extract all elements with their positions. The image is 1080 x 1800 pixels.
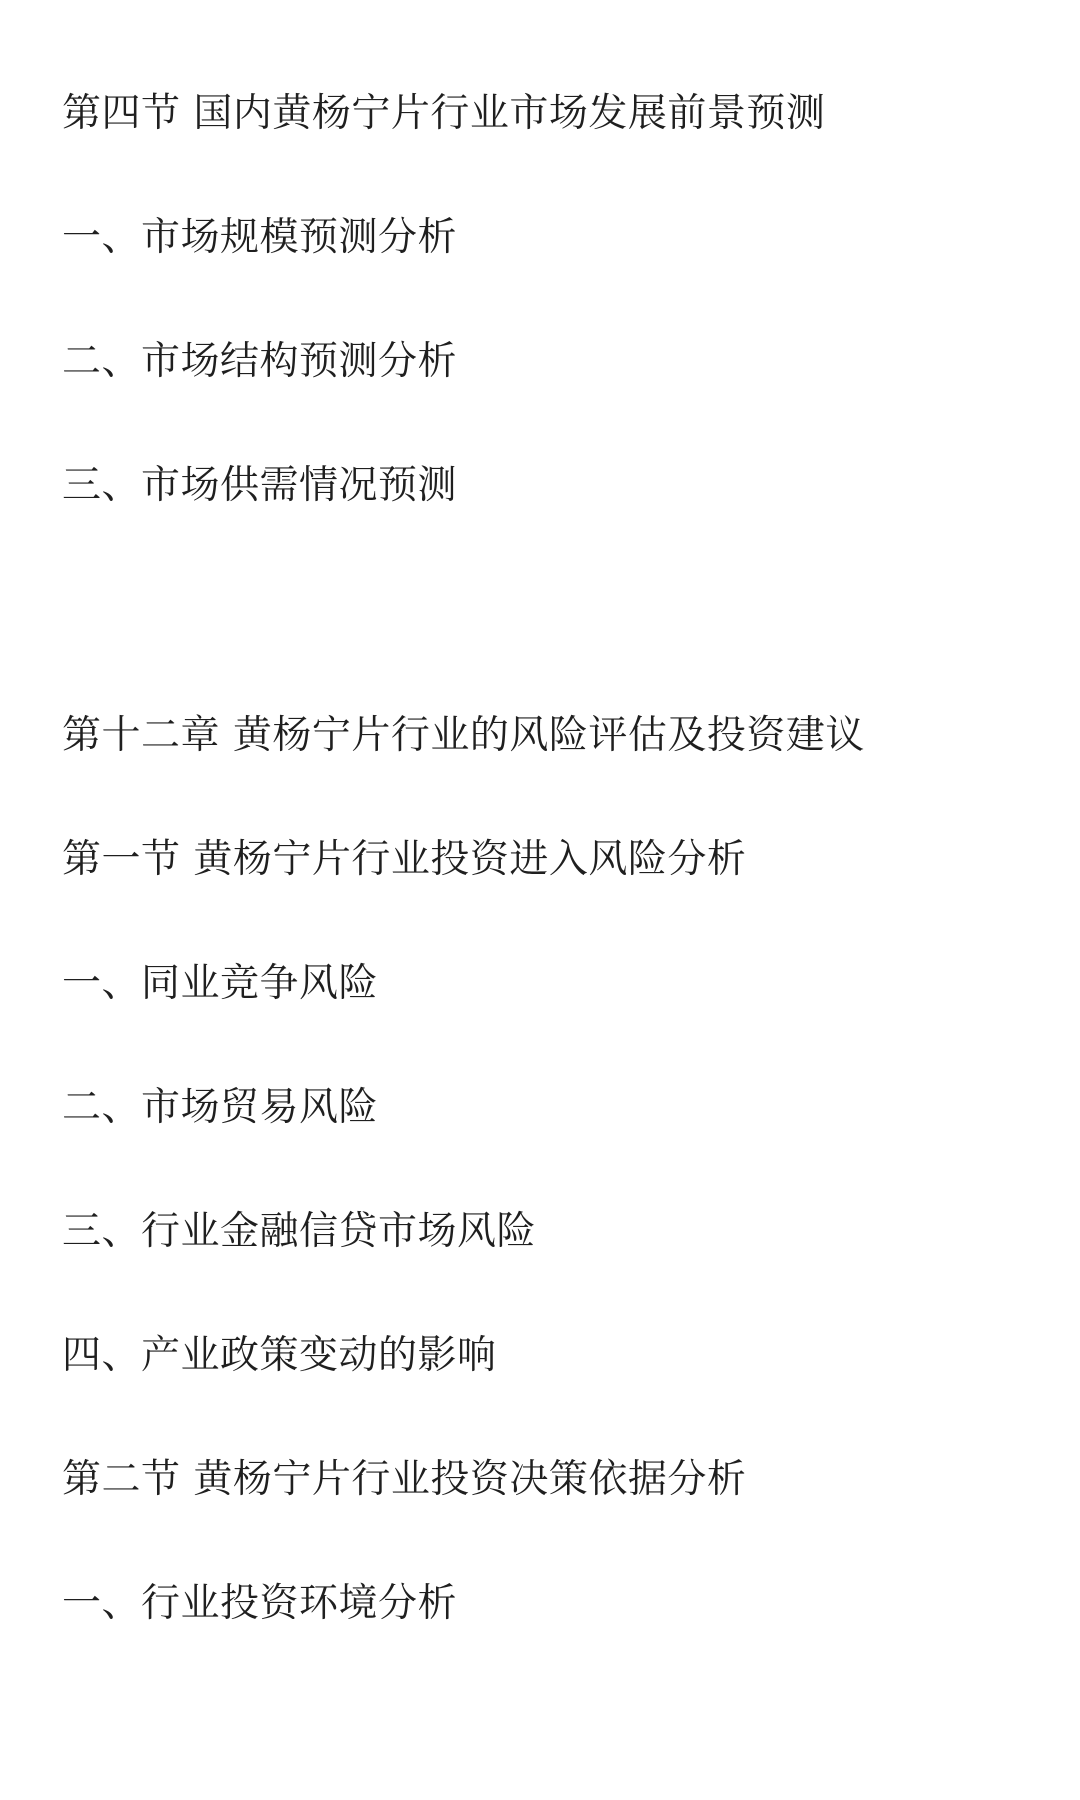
list-item-market-structure: 二、市场结构预测分析 <box>62 339 458 384</box>
section-heading-4: 第四节 国内黄杨宁片行业市场发展前景预测 <box>62 91 826 136</box>
list-item-credit-risk: 三、行业金融信贷市场风险 <box>62 1209 537 1254</box>
list-item-policy-impact: 四、产业政策变动的影响 <box>62 1333 497 1378</box>
section-heading-1: 第一节 黄杨宁片行业投资进入风险分析 <box>62 837 747 882</box>
list-item-supply-demand: 三、市场供需情况预测 <box>62 463 458 508</box>
list-item-competition-risk: 一、同业竞争风险 <box>62 961 379 1006</box>
section-heading-2: 第二节 黄杨宁片行业投资决策依据分析 <box>62 1457 747 1502</box>
list-item-market-scale: 一、市场规模预测分析 <box>62 215 458 260</box>
list-item-trade-risk: 二、市场贸易风险 <box>62 1085 379 1130</box>
chapter-heading-12: 第十二章 黄杨宁片行业的风险评估及投资建议 <box>62 713 865 758</box>
list-item-investment-environment: 一、行业投资环境分析 <box>62 1581 458 1626</box>
